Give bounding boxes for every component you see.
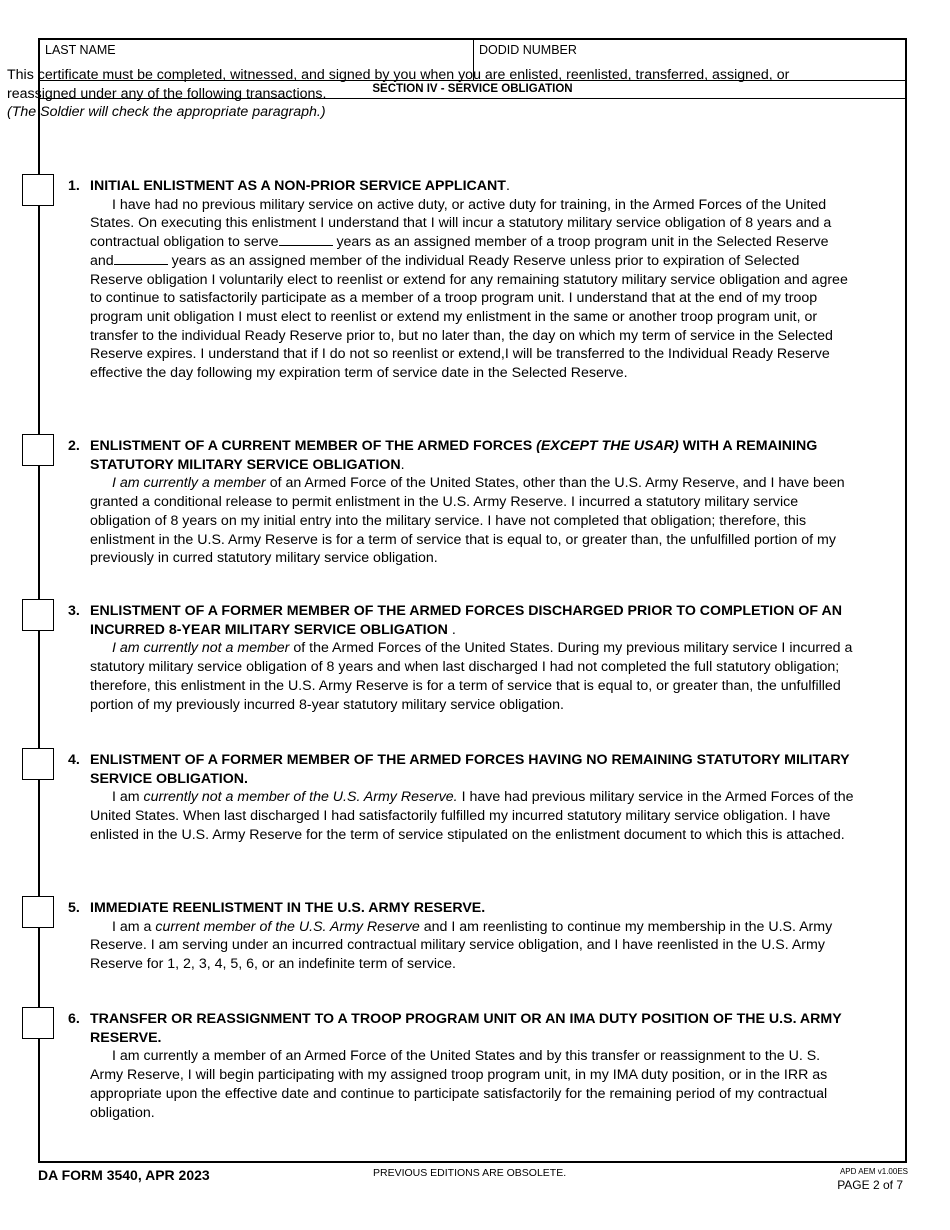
item-body-italic: I am currently a member [112, 475, 266, 492]
item-body-italic: currently not a member of the U.S. Army Reserve. [143, 789, 458, 806]
form-id: DA FORM 3540, APR 2023 [38, 1167, 210, 1183]
item-body [90, 918, 855, 974]
item-number: 3. [68, 603, 80, 619]
item-number: 1. [68, 178, 80, 194]
item-text [90, 751, 855, 845]
item-body-italic: current member of the U.S. Army Reserve [155, 918, 420, 935]
item-title: ENLISTMENT OF A FORMER MEMBER OF THE ARMED FORCES DISCHARGED PRIOR TO COMPLETION OF AN INCURRED 8-YEAR MILITARY SERVICE OBLIGATION [90, 603, 842, 638]
item-body-part: years as an assigned member of the individual Ready Reserve unless prior to expiration of Selected Reserve obligation I voluntarily elect to reenlist or extend for any remaining statutory military service obligation and agree to continue to satisfactorily participate as a member of a troop program unit. I understand that at the end of my troop program unit obligation I must elect to reenlist or extend my enlistment in the same or another troop program unit, or transfer to the individual Ready Reserve prior to, but no later than, the day on which my term of service in the Selected Reserve expires. I understand that if I do not so reenlist or extend,I will be transferred to the Individual Ready Reserve effective the day following my expiration term of service date in the Selected Reserve. [90, 252, 848, 382]
item-body-part: I am a [112, 918, 156, 935]
item-number: 5. [68, 900, 80, 916]
years-blank-irr[interactable] [114, 252, 168, 265]
intro [7, 66, 859, 122]
checkbox-item-6[interactable] [22, 1007, 54, 1039]
item-number: 6. [68, 1011, 80, 1027]
checkbox-item-4[interactable] [22, 748, 54, 780]
item-text [90, 602, 855, 714]
item-title: TRANSFER OR REASSIGNMENT TO A TROOP PROGRAM UNIT OR AN IMA DUTY POSITION OF THE U.S. ARMY RESERVE. [90, 1011, 842, 1046]
item-body-part: I have had previous military service in the Armed Forces of the United States. When last discharged I had satisfactorily fulfilled my incurred statutory military service obligation. I have enlisted in the U.S. Army Reserve for the term of service stipulated on the enlistment document to which this is attached. [90, 789, 854, 843]
item-number: 4. [68, 752, 80, 768]
item-title: INITIAL ENLISTMENT AS A NON-PRIOR SERVICE APPLICANT [90, 178, 506, 194]
item-body-part: of an Armed Force of the United States, other than the U.S. Army Reserve, and I have been granted a conditional release to permit enlistment in the U.S. Army Reserve. I incurred a statutory military service obligation of 8 years on my initial entry into the military service. I have not completed that obligation; therefore, this enlistment in the U.S. Army Reserve is for a term of service that is equal to, or greater than, the unfulfilled portion of my previously in curred statutory military service obligation. [90, 475, 845, 567]
item-title-italic: (EXCEPT THE USAR) [536, 438, 679, 454]
intro-text: This certificate must be completed, witnessed, and signed by you when you are enlisted, reenlisted, transferred, assigned, or reassigned under any of the following transactions. [7, 67, 790, 102]
checkbox-item-1[interactable] [22, 174, 54, 206]
item-body-part: and I am reenlisting to continue my membership in the U.S. Army Reserve. I am serving under an incurred contractual military service obligation, and I have reenlisted in the U.S. Army Reserve for 1, 2, 3, 4, 5, 6, or an indefinite term of service. [90, 918, 833, 973]
checkbox-item-5[interactable] [22, 896, 54, 928]
item-body-part: I have had no previous military service on active duty, or active duty for training, in the Armed Forces of the United States. On executing this enlistment I understand that I will incur a statutory military service obligation of 8 years and a contractual obligation to serve [90, 196, 832, 251]
checkbox-item-3[interactable] [22, 599, 54, 631]
item-title-end: . [505, 178, 510, 194]
item-title: ENLISTMENT OF A FORMER MEMBER OF THE ARMED FORCES HAVING NO REMAINING STATUTORY MILITARY SERVICE OBLIGATION. [90, 752, 850, 787]
item-text [90, 1010, 855, 1122]
item-body-italic: I am currently not a member [112, 640, 290, 657]
item-title: IMMEDIATE REENLISTMENT IN THE U.S. ARMY RESERVE. [90, 900, 486, 916]
item-text [90, 899, 855, 974]
years-blank-selected-reserve[interactable] [279, 233, 333, 246]
item-title: WITH A REMAINING STATUTORY MILITARY SERVICE OBLIGATION [90, 438, 818, 473]
item-body [90, 196, 855, 383]
dodid-label: DODID NUMBER [479, 43, 577, 57]
item-body [90, 788, 855, 844]
section-title: SECTION IV - SERVICE OBLIGATION [40, 80, 905, 99]
item-body: I am currently a member of an Armed Force of the United States and by this transfer or reassignment to the U. S. Army Reserve, I will begin participating with my assigned troop program unit, in my IMA duty position, or in the IRR as appropriate upon the effective date and continue to participate satisfactorily for the remaining period of my contractual obligation. [90, 1048, 828, 1121]
page-number: PAGE 2 of 7 [837, 1178, 903, 1192]
obsolete-notice: PREVIOUS EDITIONS ARE OBSOLETE. [373, 1167, 567, 1179]
item-body-part: I am [112, 789, 144, 806]
item-title: ENLISTMENT OF A CURRENT MEMBER OF THE ARMED FORCES [90, 438, 537, 454]
version-label: APD AEM v1.00ES [839, 1167, 908, 1176]
item-title-end: . [447, 621, 456, 638]
item-body-part: of the Armed Forces of the United States. During my previous military service I incurred a statutory military service obligation of 8 years and when last discharged I had not completed the full statutory obligation; therefore, this enlistment in the U.S. Army Reserve is for a term of service that is equal to, or greater than, the unfulfilled portion of my previously incurred 8-year statutory military service obligation. [90, 640, 853, 713]
item-text [90, 177, 855, 383]
item-body-part: years as an assigned member of a troop program unit in the Selected Reserve and [90, 234, 829, 269]
last-name-label: LAST NAME [45, 43, 116, 57]
checkbox-item-2[interactable] [22, 434, 54, 466]
item-body [90, 474, 855, 568]
item-text [90, 437, 855, 568]
item-title-end: . [400, 456, 405, 473]
item-number: 2. [68, 438, 80, 454]
item-body [90, 639, 855, 714]
intro-note: (The Soldier will check the appropriate paragraph.) [7, 104, 326, 120]
